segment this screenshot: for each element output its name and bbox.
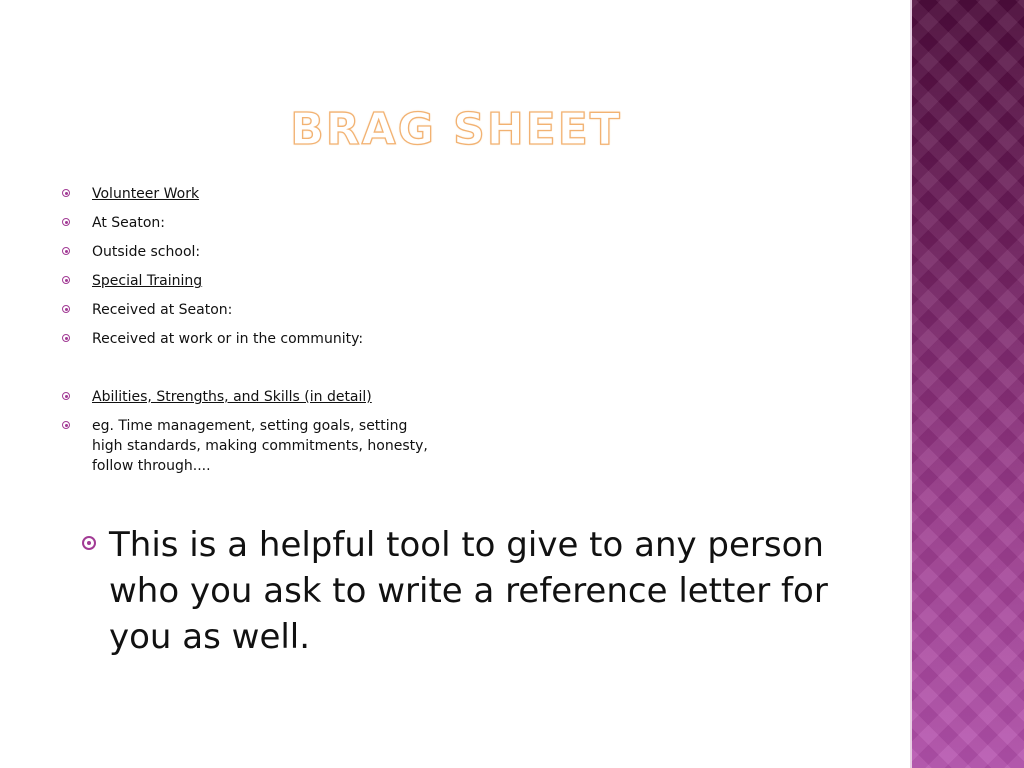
bullet-icon	[62, 247, 70, 255]
list-item	[60, 184, 460, 204]
list-item-label: eg. Time management, setting goals, setting high standards, making commitments, honesty, follow through....	[92, 418, 428, 474]
highlight-text: This is a helpful tool to give to any person who you ask to write a reference letter for you as well.	[109, 525, 828, 657]
list-item-label: Received at work or in the community:	[92, 331, 364, 347]
bullet-icon	[62, 218, 70, 226]
list-item	[60, 416, 460, 476]
bullet-icon	[62, 276, 70, 284]
bullet-icon	[62, 305, 70, 313]
bullet-icon	[62, 392, 70, 400]
bullet-icon	[82, 536, 96, 550]
list-item	[60, 387, 460, 407]
list-item	[60, 271, 460, 291]
list-item	[60, 329, 460, 349]
list-item	[60, 242, 460, 262]
list-item-label: Special Training	[92, 273, 203, 289]
bullet-icon	[62, 334, 70, 342]
list-item-label: Abilities, Strengths, and Skills (in detail)	[92, 389, 372, 405]
list-item-label: At Seaton:	[92, 215, 165, 231]
highlight-item	[82, 522, 842, 660]
bullet-list	[60, 184, 460, 476]
list-item-label: Volunteer Work	[92, 186, 200, 202]
list-item	[60, 213, 460, 233]
bullet-icon	[62, 189, 70, 197]
bullet-icon	[62, 421, 70, 429]
list-item-label: Received at Seaton:	[92, 302, 233, 318]
list-item-label: Outside school:	[92, 244, 201, 260]
decorative-side-panel	[912, 0, 1024, 768]
slide-title: BRAG SHEET	[290, 104, 622, 155]
list-item	[60, 300, 460, 320]
